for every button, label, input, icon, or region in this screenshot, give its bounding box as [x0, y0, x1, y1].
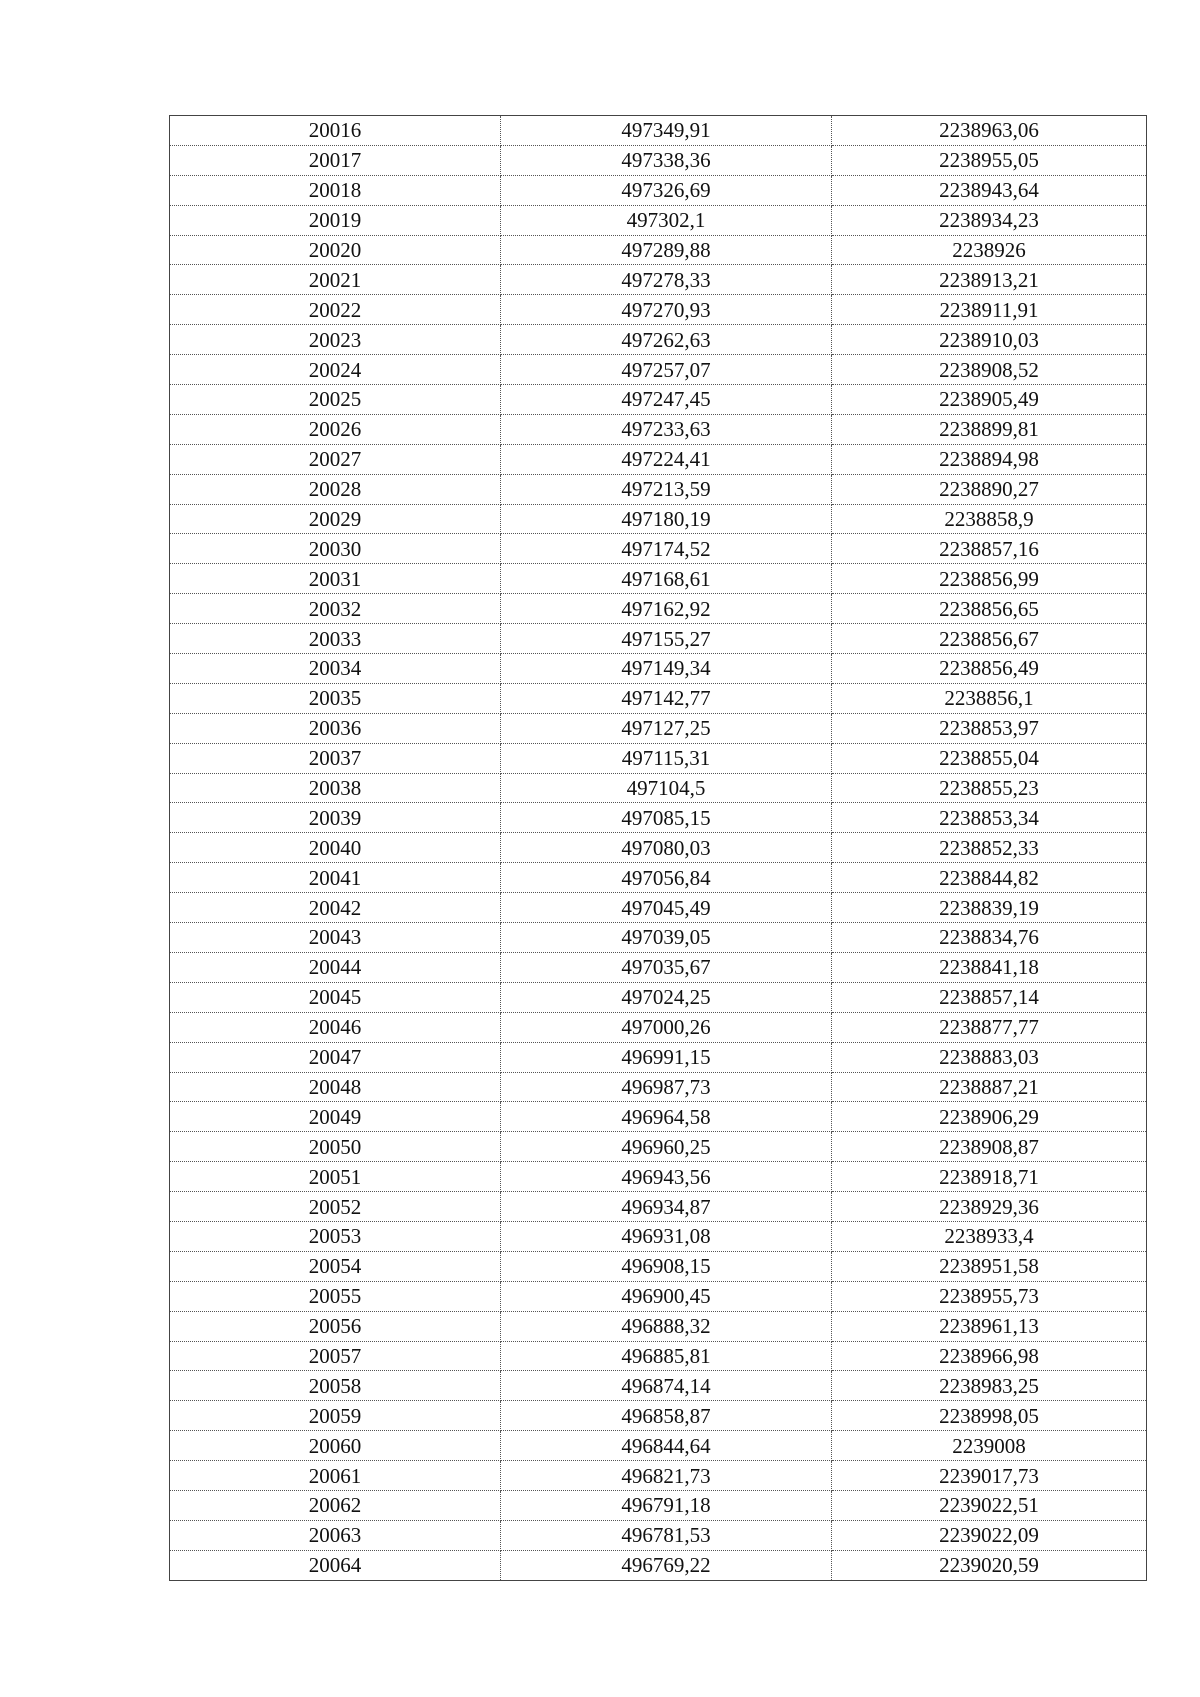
point-number-cell: 20050 — [170, 1132, 501, 1162]
x-coordinate-cell: 497174,52 — [501, 534, 832, 564]
y-coordinate-cell: 2238887,21 — [832, 1072, 1147, 1102]
x-coordinate-cell: 496900,45 — [501, 1281, 832, 1311]
x-coordinate-cell: 497278,33 — [501, 265, 832, 295]
x-coordinate-cell: 497338,36 — [501, 145, 832, 175]
table-row — [170, 325, 1147, 355]
table-row — [170, 1371, 1147, 1401]
x-coordinate-cell: 496908,15 — [501, 1251, 832, 1281]
y-coordinate-cell: 2238858,9 — [832, 504, 1147, 534]
table-row — [170, 474, 1147, 504]
point-number-cell: 20061 — [170, 1461, 501, 1491]
point-number-cell: 20040 — [170, 833, 501, 863]
table-row — [170, 145, 1147, 175]
table-row — [170, 1042, 1147, 1072]
y-coordinate-cell: 2238857,16 — [832, 534, 1147, 564]
table-row — [170, 1341, 1147, 1371]
table-row — [170, 1221, 1147, 1251]
x-coordinate-cell: 496781,53 — [501, 1520, 832, 1550]
y-coordinate-cell: 2238844,82 — [832, 863, 1147, 893]
table-row — [170, 952, 1147, 982]
point-number-cell: 20055 — [170, 1281, 501, 1311]
point-number-cell: 20022 — [170, 295, 501, 325]
x-coordinate-cell: 497247,45 — [501, 385, 832, 415]
table-row — [170, 265, 1147, 295]
y-coordinate-cell: 2238998,05 — [832, 1401, 1147, 1431]
y-coordinate-cell: 2238983,25 — [832, 1371, 1147, 1401]
y-coordinate-cell: 2238852,33 — [832, 833, 1147, 863]
y-coordinate-cell: 2239017,73 — [832, 1461, 1147, 1491]
point-number-cell: 20042 — [170, 893, 501, 923]
x-coordinate-cell: 497262,63 — [501, 325, 832, 355]
y-coordinate-cell: 2238856,49 — [832, 654, 1147, 684]
y-coordinate-cell: 2238841,18 — [832, 952, 1147, 982]
point-number-cell: 20064 — [170, 1550, 501, 1580]
point-number-cell: 20051 — [170, 1162, 501, 1192]
point-number-cell: 20058 — [170, 1371, 501, 1401]
y-coordinate-cell: 2238856,99 — [832, 564, 1147, 594]
point-number-cell: 20059 — [170, 1401, 501, 1431]
x-coordinate-cell: 497149,34 — [501, 654, 832, 684]
table-row — [170, 1192, 1147, 1222]
table-row — [170, 1132, 1147, 1162]
y-coordinate-cell: 2238943,64 — [832, 175, 1147, 205]
y-coordinate-cell: 2238855,23 — [832, 773, 1147, 803]
y-coordinate-cell: 2238856,67 — [832, 624, 1147, 654]
x-coordinate-cell: 497180,19 — [501, 504, 832, 534]
y-coordinate-cell: 2238834,76 — [832, 923, 1147, 953]
y-coordinate-cell: 2239022,51 — [832, 1490, 1147, 1520]
table-row — [170, 1251, 1147, 1281]
x-coordinate-cell: 496821,73 — [501, 1461, 832, 1491]
x-coordinate-cell: 497257,07 — [501, 355, 832, 385]
table-row — [170, 923, 1147, 953]
x-coordinate-cell: 497056,84 — [501, 863, 832, 893]
x-coordinate-cell: 497224,41 — [501, 444, 832, 474]
x-coordinate-cell: 497233,63 — [501, 414, 832, 444]
table-row — [170, 414, 1147, 444]
point-number-cell: 20018 — [170, 175, 501, 205]
x-coordinate-cell: 496987,73 — [501, 1072, 832, 1102]
table-row — [170, 803, 1147, 833]
x-coordinate-cell: 496943,56 — [501, 1162, 832, 1192]
table-row — [170, 205, 1147, 235]
y-coordinate-cell: 2238951,58 — [832, 1251, 1147, 1281]
table-row — [170, 444, 1147, 474]
table-row — [170, 654, 1147, 684]
y-coordinate-cell: 2238918,71 — [832, 1162, 1147, 1192]
point-number-cell: 20062 — [170, 1490, 501, 1520]
point-number-cell: 20043 — [170, 923, 501, 953]
table-row — [170, 594, 1147, 624]
table-row — [170, 564, 1147, 594]
point-number-cell: 20019 — [170, 205, 501, 235]
x-coordinate-cell: 497085,15 — [501, 803, 832, 833]
y-coordinate-cell: 2238899,81 — [832, 414, 1147, 444]
table-row — [170, 1102, 1147, 1132]
y-coordinate-cell: 2238855,04 — [832, 743, 1147, 773]
table-row — [170, 1162, 1147, 1192]
point-number-cell: 20031 — [170, 564, 501, 594]
y-coordinate-cell: 2238908,52 — [832, 355, 1147, 385]
table-row — [170, 683, 1147, 713]
x-coordinate-cell: 497302,1 — [501, 205, 832, 235]
point-number-cell: 20037 — [170, 743, 501, 773]
table-row — [170, 1490, 1147, 1520]
table-row — [170, 504, 1147, 534]
coordinates-table — [169, 115, 1147, 1581]
y-coordinate-cell: 2238894,98 — [832, 444, 1147, 474]
point-number-cell: 20054 — [170, 1251, 501, 1281]
point-number-cell: 20041 — [170, 863, 501, 893]
point-number-cell: 20056 — [170, 1311, 501, 1341]
point-number-cell: 20053 — [170, 1221, 501, 1251]
table-row — [170, 1461, 1147, 1491]
point-number-cell: 20023 — [170, 325, 501, 355]
table-row — [170, 624, 1147, 654]
table-row — [170, 1550, 1147, 1580]
table-row — [170, 743, 1147, 773]
point-number-cell: 20032 — [170, 594, 501, 624]
x-coordinate-cell: 497289,88 — [501, 235, 832, 265]
y-coordinate-cell: 2238877,77 — [832, 1012, 1147, 1042]
point-number-cell: 20024 — [170, 355, 501, 385]
y-coordinate-cell: 2238934,23 — [832, 205, 1147, 235]
y-coordinate-cell: 2238853,34 — [832, 803, 1147, 833]
x-coordinate-cell: 496888,32 — [501, 1311, 832, 1341]
x-coordinate-cell: 497039,05 — [501, 923, 832, 953]
table-row — [170, 1072, 1147, 1102]
y-coordinate-cell: 2238911,91 — [832, 295, 1147, 325]
y-coordinate-cell: 2238933,4 — [832, 1221, 1147, 1251]
x-coordinate-cell: 496874,14 — [501, 1371, 832, 1401]
table-row — [170, 355, 1147, 385]
table-row — [170, 175, 1147, 205]
point-number-cell: 20038 — [170, 773, 501, 803]
y-coordinate-cell: 2238963,06 — [832, 116, 1147, 146]
y-coordinate-cell: 2238906,29 — [832, 1102, 1147, 1132]
x-coordinate-cell: 497045,49 — [501, 893, 832, 923]
y-coordinate-cell: 2238908,87 — [832, 1132, 1147, 1162]
table-row — [170, 116, 1147, 146]
point-number-cell: 20028 — [170, 474, 501, 504]
point-number-cell: 20034 — [170, 654, 501, 684]
x-coordinate-cell: 497080,03 — [501, 833, 832, 863]
y-coordinate-cell: 2238853,97 — [832, 713, 1147, 743]
point-number-cell: 20060 — [170, 1431, 501, 1461]
x-coordinate-cell: 496791,18 — [501, 1490, 832, 1520]
point-number-cell: 20046 — [170, 1012, 501, 1042]
y-coordinate-cell: 2238890,27 — [832, 474, 1147, 504]
x-coordinate-cell: 497000,26 — [501, 1012, 832, 1042]
table-row — [170, 773, 1147, 803]
x-coordinate-cell: 497162,92 — [501, 594, 832, 624]
x-coordinate-cell: 497155,27 — [501, 624, 832, 654]
x-coordinate-cell: 496934,87 — [501, 1192, 832, 1222]
point-number-cell: 20027 — [170, 444, 501, 474]
x-coordinate-cell: 496858,87 — [501, 1401, 832, 1431]
y-coordinate-cell: 2238856,1 — [832, 683, 1147, 713]
y-coordinate-cell: 2238961,13 — [832, 1311, 1147, 1341]
x-coordinate-cell: 497115,31 — [501, 743, 832, 773]
table-row — [170, 295, 1147, 325]
point-number-cell: 20052 — [170, 1192, 501, 1222]
y-coordinate-cell: 2238839,19 — [832, 893, 1147, 923]
x-coordinate-cell: 497213,59 — [501, 474, 832, 504]
table-row — [170, 982, 1147, 1012]
y-coordinate-cell: 2239022,09 — [832, 1520, 1147, 1550]
table-row — [170, 235, 1147, 265]
x-coordinate-cell: 497349,91 — [501, 116, 832, 146]
x-coordinate-cell: 497127,25 — [501, 713, 832, 743]
coordinates-table-body — [170, 116, 1147, 1581]
x-coordinate-cell: 496960,25 — [501, 1132, 832, 1162]
x-coordinate-cell: 497168,61 — [501, 564, 832, 594]
point-number-cell: 20025 — [170, 385, 501, 415]
point-number-cell: 20048 — [170, 1072, 501, 1102]
point-number-cell: 20039 — [170, 803, 501, 833]
table-row — [170, 863, 1147, 893]
point-number-cell: 20035 — [170, 683, 501, 713]
point-number-cell: 20017 — [170, 145, 501, 175]
point-number-cell: 20047 — [170, 1042, 501, 1072]
table-row — [170, 1012, 1147, 1042]
y-coordinate-cell: 2238966,98 — [832, 1341, 1147, 1371]
point-number-cell: 20044 — [170, 952, 501, 982]
x-coordinate-cell: 497270,93 — [501, 295, 832, 325]
x-coordinate-cell: 496991,15 — [501, 1042, 832, 1072]
table-row — [170, 385, 1147, 415]
point-number-cell: 20021 — [170, 265, 501, 295]
x-coordinate-cell: 497142,77 — [501, 683, 832, 713]
table-row — [170, 833, 1147, 863]
x-coordinate-cell: 497024,25 — [501, 982, 832, 1012]
y-coordinate-cell: 2238883,03 — [832, 1042, 1147, 1072]
point-number-cell: 20026 — [170, 414, 501, 444]
y-coordinate-cell: 2238955,05 — [832, 145, 1147, 175]
y-coordinate-cell: 2238913,21 — [832, 265, 1147, 295]
table-row — [170, 1311, 1147, 1341]
table-row — [170, 893, 1147, 923]
point-number-cell: 20029 — [170, 504, 501, 534]
point-number-cell: 20049 — [170, 1102, 501, 1132]
table-row — [170, 1281, 1147, 1311]
x-coordinate-cell: 496964,58 — [501, 1102, 832, 1132]
x-coordinate-cell: 496931,08 — [501, 1221, 832, 1251]
point-number-cell: 20036 — [170, 713, 501, 743]
table-row — [170, 534, 1147, 564]
table-row — [170, 1431, 1147, 1461]
y-coordinate-cell: 2238929,36 — [832, 1192, 1147, 1222]
y-coordinate-cell: 2239008 — [832, 1431, 1147, 1461]
point-number-cell: 20033 — [170, 624, 501, 654]
point-number-cell: 20057 — [170, 1341, 501, 1371]
y-coordinate-cell: 2238955,73 — [832, 1281, 1147, 1311]
x-coordinate-cell: 497035,67 — [501, 952, 832, 982]
table-row — [170, 713, 1147, 743]
table-row — [170, 1401, 1147, 1431]
y-coordinate-cell: 2238905,49 — [832, 385, 1147, 415]
point-number-cell: 20030 — [170, 534, 501, 564]
y-coordinate-cell: 2238856,65 — [832, 594, 1147, 624]
point-number-cell: 20016 — [170, 116, 501, 146]
x-coordinate-cell: 497326,69 — [501, 175, 832, 205]
point-number-cell: 20045 — [170, 982, 501, 1012]
y-coordinate-cell: 2238910,03 — [832, 325, 1147, 355]
point-number-cell: 20020 — [170, 235, 501, 265]
point-number-cell: 20063 — [170, 1520, 501, 1550]
x-coordinate-cell: 496844,64 — [501, 1431, 832, 1461]
y-coordinate-cell: 2239020,59 — [832, 1550, 1147, 1580]
table-row — [170, 1520, 1147, 1550]
x-coordinate-cell: 497104,5 — [501, 773, 832, 803]
y-coordinate-cell: 2238857,14 — [832, 982, 1147, 1012]
x-coordinate-cell: 496769,22 — [501, 1550, 832, 1580]
y-coordinate-cell: 2238926 — [832, 235, 1147, 265]
x-coordinate-cell: 496885,81 — [501, 1341, 832, 1371]
